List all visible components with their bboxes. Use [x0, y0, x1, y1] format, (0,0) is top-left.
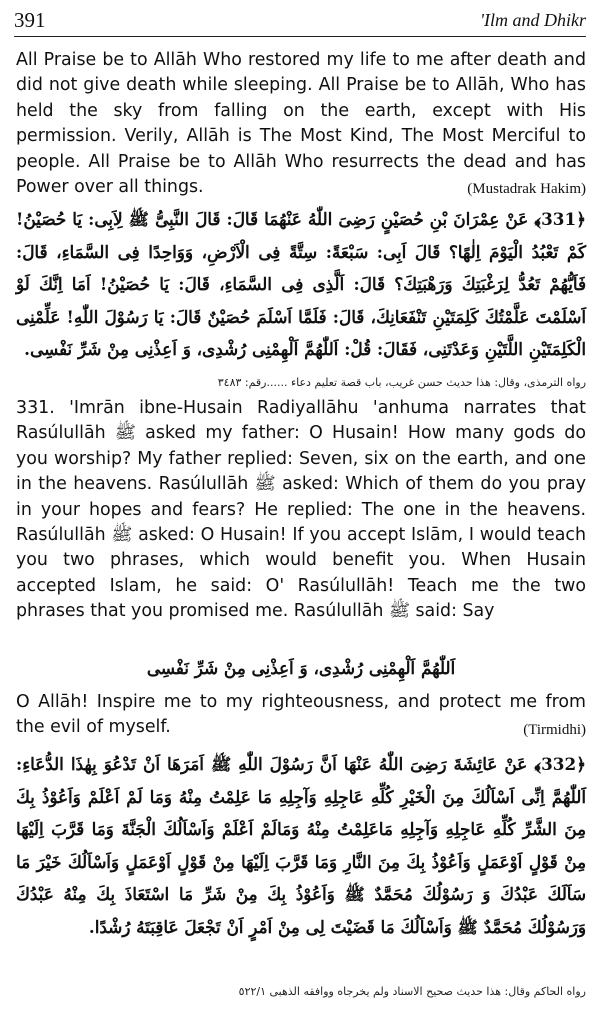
running-title: 'Ilm and Dhikr: [480, 9, 586, 30]
intro-text: All Praise be to Allāh Who restored my life to me after death and did not give death while sleeping. All Praise be to Allāh, Who has held the sky from falling on the earth, except with His permission. Verily, Allāh is The Most Kind, The Most Merciful to people. All Praise be to Allāh Who resurrects the dead and has Power over all things.: [16, 50, 586, 198]
page-header: [14, 4, 586, 37]
dua-331-paragraph: [16, 690, 586, 739]
hadith-332-reference: رواه الحاكم وقال: هذا حديث صحيح الاسناد ولم يخرجاه ووافقه الذهبى ٥٢٢/١: [238, 985, 586, 998]
hadith-331-reference: رواه الترمذى، وقال: هذا حديث حسن غريب، باب قصة تعليم دعاء ......رقم: ٣٤٨٣: [217, 376, 586, 389]
hadith-332-arabic: ﴿332﴾ عَنْ عَائِشَةَ رَضِىَ اللّٰهُ عَنْهَا اَنَّ رَسُوْلَ اللّٰهِ ﷺ اَمَرَهَا اَنْ تَدْعُوَ بِهٰذَا الدُّعَاءِ: اَللّٰهُمَّ اِنِّى اَسْاَلُكَ مِنَ الْخَيْرِ كُلِّهِ عَاجِلِهِ وَآجِلِهِ مَا عَلِمْتُ مِنْهُ وَمَا لَمْ اَعْلَمْ وَاَعُوْذُ بِكَ مِنَ الشَّرِّ كُلِّهِ عَاجِلِهِ وَآجِلِهِ مَاعَلِمْتُ مِنْهُ وَمَالَمْ اَعْلَمْ وَاَسْاَلُكَ الْجَنَّةَ وَمَا قَرَّبَ اِلَيْهَا مِنْ قَوْلٍ اَوْعَمَلٍ وَاَعُوْذُ بِكَ مِنَ النَّارِ وَمَا قَرَّبَ اِلَيْهَا مِنْ قَوْلٍ اَوْعَمَلٍ وَاَسْاَلُكَ خَيْرَ مَا سَاَلَكَ عَبْدُكَ وَ رَسُوْلُكَ مُحَمَّدٌ ﷺ وَاَعُوْذُ بِكَ مِنْ شَرِّ مَا اسْتَعَاذَ بِكَ مِنْهُ عَبْدُكَ وَرَسُوْلُكَ مُحَمَّدٌ ﷺ وَاَسْاَلُكَ مَا قَضَيْتَ لِى مِنْ اَمْرٍ اَنْ تَجْعَلَ عَاقِبَتَهُ رُشْدًا.: [16, 754, 586, 937]
hadith-331-translation: 331. 'Imrān ibne-Husain Radiyallāhu 'anhuma narrates that Rasúlullāh ﷺ asked my father: O Husain! How many gods do you worship? My father replied: Seven, six on the earth, and one in the heavens. Rasúlullāh ﷺ asked: Which of them do you pray in your hopes and fears? He replied: The one in the heavens. Rasúlullāh ﷺ asked: O Husain! If you accept Islām, I would teach you two phrases, which would benefit you. When Husain accepted Islam, he said: O' Rasúlullāh! Teach me the two phrases that you promised me. Rasúlullāh ﷺ said: Say: [16, 398, 586, 622]
dua-331-source: (Tirmidhi): [523, 721, 586, 738]
intro-paragraph: [16, 48, 586, 198]
dua-331-arabic: اَللّٰهُمَّ اَلْهِمْنِى رُشْدِى، وَ اَعِذْنِى مِنْ شَرِّ نَفْسِى: [146, 658, 456, 678]
page-number: 391: [14, 7, 46, 32]
intro-source: (Mustadrak Hakim): [467, 181, 586, 198]
hadith-331-arabic: ﴿331﴾ عَنْ عِمْرَانَ بْنِ حُصَيْنٍ رَضِىَ اللّٰهُ عَنْهُمَا قَالَ: قَالَ النَّبِىُّ ﷺ لِاَبِى: يَا حُصَيْنُ! كَمْ تَعْبُدُ الْيَوْمَ اِلٰهًا؟ قَالَ اَبِى: سَبْعَةً: سِتَّةً فِى الْاَرْضِ، وَوَاحِدًا فِى السَّمَاءِ، قَالَ: فَاَيُّهُمْ تَعُدُّ لِرَغْبَتِكَ وَرَهْبَتِكَ؟ قَالَ: اَلَّذِى فِى السَّمَاءِ، قَالَ: يَا حُصَيْنُ! اَمَا اِنَّكَ لَوْ اَسْلَمْتَ عَلَّمْتُكَ كَلِمَتَيْنِ تَنْفَعَانِكَ، قَالَ: فَلَمَّا اَسْلَمَ حُصَيْنٌ قَالَ: يَا رَسُوْلَ اللّٰهِ! عَلِّمْنِى الْكَلِمَتَيْنِ اللَّتَيْنِ وَعَدْتَنِى، فَقَالَ: قُلْ: اَللّٰهُمَّ اَلْهِمْنِى رُشْدِى، وَ اَعِذْنِى مِنْ شَرِّ نَفْسِى.: [16, 209, 586, 359]
dua-331-translation: O Allāh! Inspire me to my righteousness, and protect me from the evil of myself.: [16, 692, 586, 738]
